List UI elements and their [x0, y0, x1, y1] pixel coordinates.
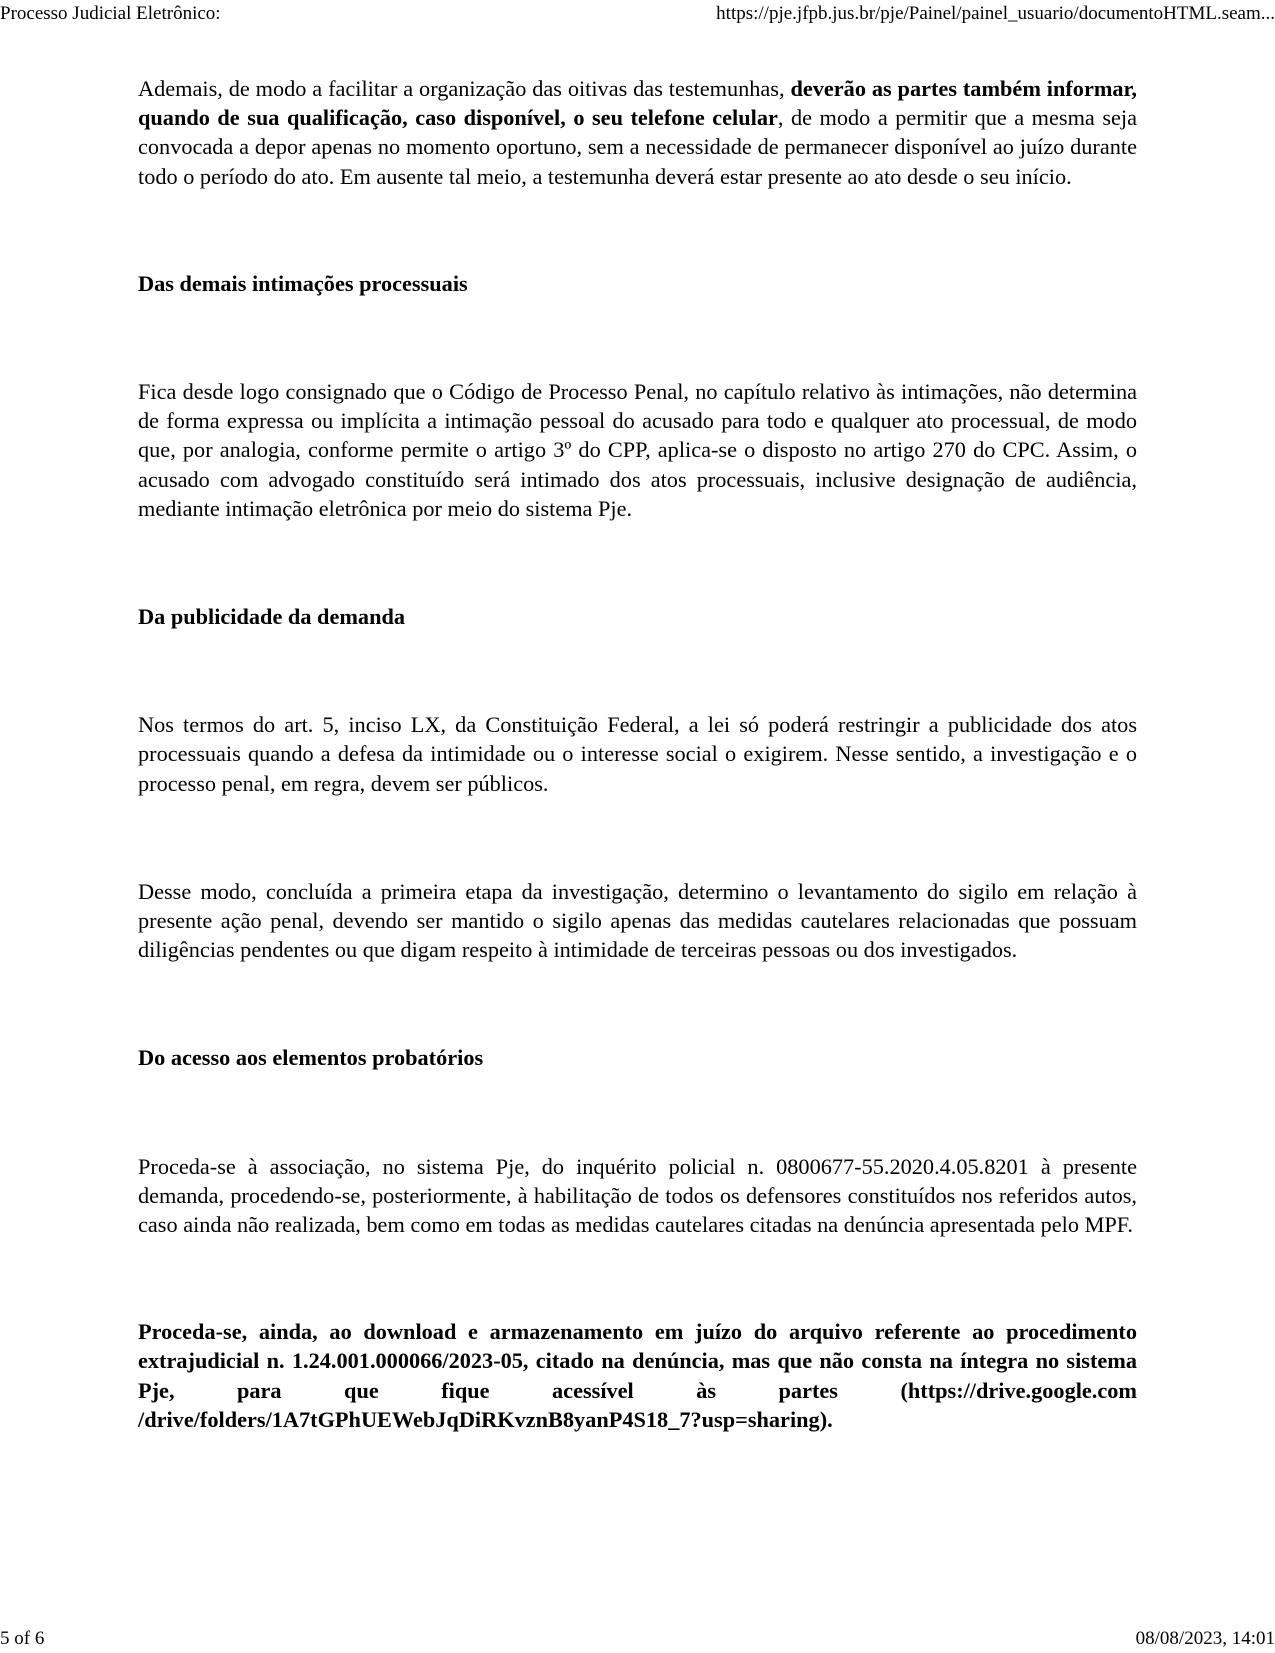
print-datetime: 08/08/2023, 14:01: [1135, 1628, 1275, 1649]
paragraph-witnesses-bold: deverão as partes também informar, quando de sua qualificação, caso disponível, o seu telefone celular: [138, 76, 1137, 131]
document-body: [138, 74, 1137, 1434]
page-header-title: Processo Judicial Eletrônico:: [0, 3, 221, 24]
paragraph-acesso-2: Proceda-se, ainda, ao download e armazenamento em juízo do arquivo referente ao procedimento extrajudicial n. 1.24.001.000066/2023-05, citado na denúncia, mas que não consta na íntegra no sistema Pje, para que fique acessível às partes (https://drive.google.com /drive/folders/1A7tGPhUEWebJqDiRKvznB8yanP4S18_7?usp=sharing).: [138, 1319, 1137, 1432]
section-heading-publicidade: Da publicidade da demanda: [138, 604, 406, 630]
paragraph-intimacoes: Fica desde logo consignado que o Código de Processo Penal, no capítulo relativo às intimações, não determina de forma expressa ou implícita a intimação pessoal do acusado para todo e qualquer ato processual, de modo que, por analogia, conforme permite o artigo 3º do CPP, aplica-se o disposto no artigo 270 do CPC. Assim, o acusado com advogado constituído será intimado dos atos processuais, inclusive designação de audiência, mediante intimação eletrônica por meio do sistema Pje.: [138, 379, 1137, 521]
page-number: 5 of 6: [0, 1628, 45, 1649]
paragraph-publicidade-2: Desse modo, concluída a primeira etapa da investigação, determino o levantamento do sigilo em relação à presente ação penal, devendo ser mantido o sigilo apenas das medidas cautelares relacionadas que possuam diligências pendentes ou que digam respeito à intimidade de terceiras pessoas ou dos investigados.: [138, 878, 1137, 963]
page-header-url: https://pje.jfpb.jus.br/pje/Painel/painel_usuario/documentoHTML.seam...: [716, 3, 1275, 24]
paragraph-witnesses-text-c: , de modo a permitir que a mesma seja convocada a depor apenas no momento oportuno, sem a necessidade de permanecer disponível ao juízo durante todo o período do ato. Em ausente tal meio, a testemunha deverá estar presente ao ato desde o seu início.: [138, 105, 1138, 189]
section-heading-intimacoes: Das demais intimações processuais: [138, 270, 468, 296]
section-heading-acesso: Do acesso aos elementos probatórios: [138, 1045, 484, 1071]
paragraph-witnesses-text-a: Ademais, de modo a facilitar a organização das oitivas das testemunhas,: [138, 76, 791, 101]
paragraph-acesso-1: Proceda-se à associação, no sistema Pje, do inquérito policial n. 0800677-55.2020.4.05.8201 à presente demanda, procedendo-se, posteriormente, à habilitação de todos os defensores constituídos nos referidos autos, caso ainda não realizada, bem como em todas as medidas cautelares citadas na denúncia apresentada pelo MPF.: [138, 1153, 1137, 1238]
paragraph-publicidade-1: Nos termos do art. 5, inciso LX, da Constituição Federal, a lei só poderá restringir a publicidade dos atos processuais quando a defesa da intimidade ou o interesse social o exigirem. Nesse sentido, a investigação e o processo penal, em regra, devem ser públicos.: [138, 712, 1137, 796]
paragraph-witnesses: [138, 74, 1137, 191]
